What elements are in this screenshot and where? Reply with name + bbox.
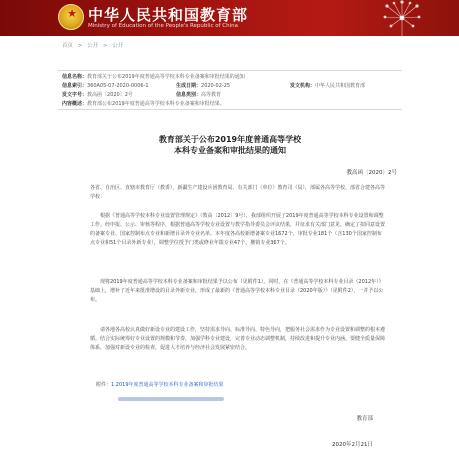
national-emblem-icon: ★ [58, 4, 84, 30]
site-title[interactable]: 中华人民共和国教育部 [88, 6, 249, 24]
document-title-line2: 本科专业备案和审批结果的通知 [174, 146, 286, 155]
document-title-line1: 教育部关于公布2019年度普通高等学校 [158, 135, 302, 144]
breadcrumb [58, 38, 402, 52]
meta-generated-date [176, 82, 230, 89]
meta-row-index [62, 82, 149, 89]
meta-value: 教高函〔2020〕2号 [87, 92, 133, 98]
meta-value: 教育部公布2019年度普通高等学校本科专业备案和审批结果。 [87, 101, 225, 107]
meta-label: 发文机构： [290, 83, 316, 89]
meta-row-doc-number [62, 91, 133, 98]
meta-row-name [62, 73, 245, 80]
meta-label: 发文字号： [62, 92, 88, 98]
meta-value: 教育部关于公布2019年度普通高等学校本科专业备案和审批结果的通知 [87, 74, 245, 80]
meta-category [176, 91, 221, 98]
signature-issuer: 教育部 [356, 416, 373, 422]
attachment-section [96, 381, 224, 388]
breadcrumb-separator: > [102, 43, 108, 49]
meta-label: 生成日期： [176, 83, 202, 89]
dandelion-decoration-icon [367, 0, 437, 36]
document-addressee: 各省、自治区、直辖市教育厅（教委），新疆生产建设兵团教育局，有关部门（单位）教育司（局），部属各高等学校、部省合建各高等学校： [90, 185, 386, 200]
site-header [0, 0, 459, 36]
attachment-link-2-blurred[interactable] [118, 397, 224, 401]
signature-date: 2020年2月21日 [332, 442, 373, 448]
document-paragraph-2: 现将2019年度普通高等学校本科专业备案和审批结果予以公布（见附件1）。同时，在《普通高等学校本科专业目录（2012年）》基础上，增补了近年来批准增设的目录外新专业，形成了最新的《普通高等学校本科专业目录（2020年版）》（见附件2），一并予以公布。 [90, 279, 384, 303]
attachment-label: 附件： [96, 382, 112, 388]
meta-value: 中华人民共和国教育部 [315, 83, 366, 89]
meta-label: 信息名称： [62, 74, 88, 80]
document-paragraph-1: 根据《普通高等学校本科专业设置管理规定》（教高〔2012〕9号），我部组织开展了2019年度普通高等学校本科专业设置和调整工作。经申报、公示、审核等程序，根据普通高等学校专业设置与教学指导委员会评议结果，并征求有关部门意见，确定了拟同意设置的备案专业、国家控制布点专业和新增目录外专业名单。本年度各高校新增备案专业1672个，审批专业181个（含130个国家控制布点专业和51个目录外新专业），调整学位授予门类或修业年限专业47个，撤销专业367个。 [90, 213, 386, 246]
meta-value: 360A05-07-2020-0006-1 [87, 83, 149, 89]
document-metadata [58, 70, 402, 110]
meta-value: 高等教育 [201, 92, 222, 98]
breadcrumb-item-public[interactable]: 公开 [87, 43, 99, 49]
document-paragraph-3: 请各地各高校认真做好新设专业的建设工作，坚持需求导向、标准导向、特色导向，把服务社会需求作为专业设置和调整的根本遵循。结合实际统筹好专业设置的规模和节奏，加强学科专业建设，完善专业动态调整机制，持续改进和提升专业内涵。要健全质量保障体系，加强对新设专业的检查，促进人才培养与经济社会发展紧密结合。 [90, 327, 386, 351]
document-number: 教高函〔2020〕2号 [346, 170, 397, 176]
meta-label: 信息类别： [176, 92, 202, 98]
breadcrumb-item-public-current[interactable]: 公开 [112, 43, 124, 49]
meta-label: 内容概述： [62, 101, 88, 107]
meta-label: 信息索引： [62, 83, 88, 89]
site-subtitle: Ministry of Education of the People's Republic of China [88, 23, 238, 29]
meta-value: 2020-02-25 [201, 83, 231, 89]
meta-row-summary [62, 100, 225, 107]
attachment-link-1[interactable]: 1.2019年度普通高等学校本科专业备案和审批结果 [111, 382, 224, 388]
meta-issuing-agency [290, 82, 365, 89]
breadcrumb-separator: > [77, 43, 83, 49]
breadcrumb-item-home[interactable]: 首页 [62, 43, 74, 49]
